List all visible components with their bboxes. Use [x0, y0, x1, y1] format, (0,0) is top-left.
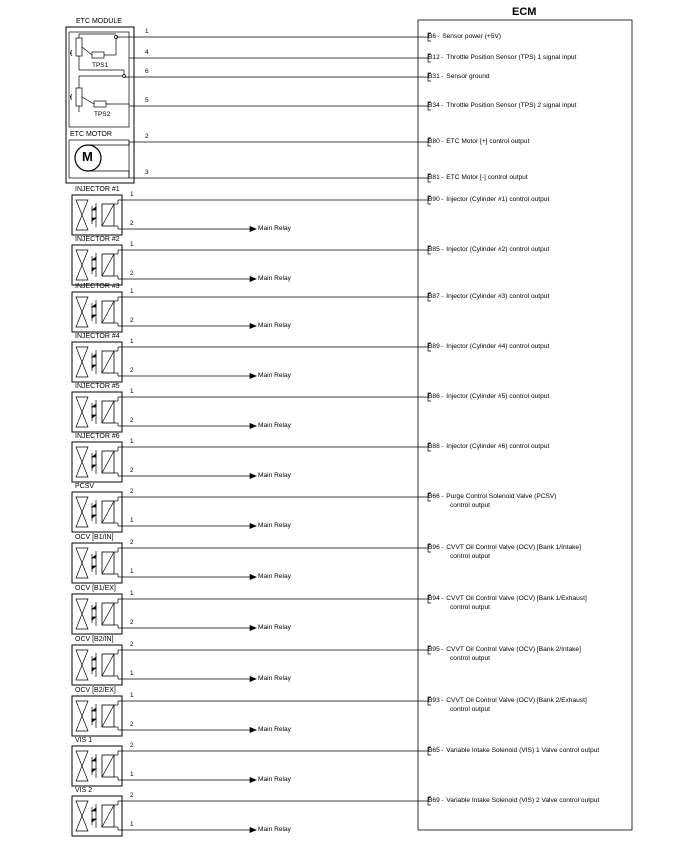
ecm-terminal-etc-5: B81 — [428, 174, 440, 181]
component-top-pin-1: 1 — [130, 241, 134, 248]
solenoid-valve-icon — [76, 347, 88, 377]
component-box-8 — [72, 594, 122, 634]
ecm-signal-desc-comp-6: Purge Control Solenoid Valve (PCSV) — [446, 493, 557, 500]
component-top-pin-6: 2 — [130, 488, 134, 495]
ecm-signal-desc-comp-4: Injector (Cylinder #5) control output — [446, 393, 550, 400]
ecm-terminal-comp-4: B86 — [428, 393, 440, 400]
component-bottom-pin-4: 2 — [130, 417, 134, 424]
arrow-icon — [92, 617, 96, 620]
main-relay-label-9: Main Relay — [258, 675, 291, 682]
component-bottom-pin-5: 2 — [130, 467, 134, 474]
arrow-icon — [92, 657, 96, 660]
relay-arrow-icon — [250, 277, 256, 282]
component-bottom-pin-6: 1 — [130, 517, 134, 524]
etc-pin-B80: 2 — [145, 133, 149, 140]
component-top-pin-8: 1 — [130, 590, 134, 597]
arrow-icon — [92, 207, 96, 210]
coil-diag — [102, 204, 114, 226]
arrow-icon — [92, 515, 96, 518]
coil-diag — [102, 401, 114, 423]
component-top-pin-7: 2 — [130, 539, 134, 546]
arrow-icon — [92, 365, 96, 368]
component-bottom-pin-11: 1 — [130, 771, 134, 778]
relay-arrow-icon — [250, 828, 256, 833]
ecm-signal-dash: - — [437, 33, 440, 40]
relay-arrow-icon — [250, 524, 256, 529]
ecm-terminal-comp-8: B94 — [428, 595, 440, 602]
ecm-terminal-etc-1: B12 — [428, 54, 440, 61]
arrow-icon — [92, 404, 96, 407]
solenoid-valve-icon — [76, 751, 88, 781]
coil-diag — [102, 351, 114, 373]
ecm-signal-desc-comp-1: Injector (Cylinder #2) control output — [446, 246, 550, 253]
solenoid-valve-icon — [76, 397, 88, 427]
ecm-signal-desc2-comp-6: control output — [450, 502, 490, 509]
ecm-terminal-etc-0: B6 — [428, 33, 437, 40]
arrow-icon — [92, 415, 96, 418]
coil-diag — [102, 254, 114, 276]
ecm-signal-desc-etc-2: Sensor ground — [446, 73, 490, 80]
ecm-terminal-comp-5: B88 — [428, 443, 440, 450]
component-top-pin-4: 1 — [130, 388, 134, 395]
etc-motor-label: ETC MOTOR — [70, 131, 112, 138]
ecm-signal-desc2-comp-9: control output — [450, 655, 490, 662]
ecm-signal-dash: - — [441, 443, 444, 450]
component-bottom-pin-0: 2 — [130, 220, 134, 227]
main-relay-label-12: Main Relay — [258, 826, 291, 833]
ecm-terminal-etc-3: B34 — [428, 102, 440, 109]
ecm-terminal-comp-11: B65 — [428, 747, 440, 754]
ecm-signal-desc2-comp-10: control output — [450, 706, 490, 713]
ecm-signal-desc-comp-11: Variable Intake Solenoid (VIS) 1 Valve control output — [446, 747, 600, 754]
component-box-0 — [72, 195, 122, 235]
main-relay-label-4: Main Relay — [258, 422, 291, 429]
ecm-terminal-comp-12: B69 — [428, 797, 440, 804]
tps2-icon — [70, 76, 129, 112]
component-name-7: OCV [B1/IN] — [75, 534, 114, 541]
ecm-signal-dash: - — [441, 544, 444, 551]
component-box-2 — [72, 292, 122, 332]
ecm-signal-dash: - — [441, 797, 444, 804]
ecm-signal-desc-etc-0: Sensor power (+5V) — [442, 33, 502, 40]
etc-pin-B31: 6 — [145, 68, 149, 75]
arrow-icon — [92, 606, 96, 609]
solenoid-valve-icon — [76, 599, 88, 629]
ecm-signal-dash: - — [441, 595, 444, 602]
coil-diag — [102, 501, 114, 523]
ecm-title: ECM — [512, 6, 537, 18]
solenoid-valve-icon — [76, 200, 88, 230]
relay-arrow-icon — [250, 424, 256, 429]
motor-letter: M — [82, 149, 93, 164]
component-bottom-pin-9: 1 — [130, 670, 134, 677]
ecm-signal-desc-comp-7: CVVT Oil Control Valve (OCV) [Bank 1/Intake] — [446, 544, 581, 551]
coil-diag — [102, 451, 114, 473]
solenoid-valve-icon — [76, 497, 88, 527]
arrow-icon — [92, 819, 96, 822]
component-bottom-pin-12: 1 — [130, 821, 134, 828]
arrow-icon — [92, 465, 96, 468]
arrow-icon — [92, 708, 96, 711]
ecm-signal-dash: - — [441, 293, 444, 300]
component-name-12: VIS 2 — [75, 787, 93, 794]
arrow-icon — [92, 218, 96, 221]
arrow-icon — [92, 668, 96, 671]
arrow-icon — [92, 268, 96, 271]
ecm-signal-desc-comp-12: Variable Intake Solenoid (VIS) 2 Valve control output — [446, 797, 600, 804]
component-name-3: INJECTOR #4 — [75, 333, 120, 340]
etc-module-title: ETC MODULE — [76, 18, 122, 25]
tps2-label: TPS2 — [94, 111, 111, 118]
etc-motor-box — [69, 140, 129, 178]
component-top-pin-0: 1 — [130, 191, 134, 198]
relay-arrow-icon — [250, 778, 256, 783]
ecm-terminal-comp-1: B85 — [428, 246, 440, 253]
component-box-12 — [72, 796, 122, 836]
main-relay-label-2: Main Relay — [258, 322, 291, 329]
ecm-signal-desc-comp-2: Injector (Cylinder #3) control output — [446, 293, 550, 300]
ecm-terminal-etc-2: B31 — [428, 73, 440, 80]
component-box-7 — [72, 543, 122, 583]
arrow-icon — [92, 769, 96, 772]
arrow-icon — [92, 555, 96, 558]
component-name-6: PCSV — [75, 483, 95, 490]
component-name-11: VIS 1 — [75, 737, 93, 744]
component-name-10: OCV [B2/EX] — [75, 687, 116, 694]
main-relay-label-10: Main Relay — [258, 726, 291, 733]
component-top-pin-10: 1 — [130, 692, 134, 699]
ecm-signal-dash: - — [441, 73, 444, 80]
ecm-signal-desc-etc-3: Throttle Position Sensor (TPS) 2 signal input — [446, 102, 577, 109]
main-relay-label-11: Main Relay — [258, 776, 291, 783]
main-relay-label-5: Main Relay — [258, 472, 291, 479]
ecm-signal-desc-etc-5: ETC Motor [-] control output — [446, 174, 528, 181]
component-box-1 — [72, 245, 122, 285]
arrow-icon — [92, 315, 96, 318]
etc-pin-B81: 3 — [145, 169, 149, 176]
ecm-signal-desc2-comp-8: control output — [450, 604, 490, 611]
component-box-10 — [72, 696, 122, 736]
relay-arrow-icon — [250, 324, 256, 329]
component-name-8: OCV [B1/EX] — [75, 585, 116, 592]
coil-diag — [102, 705, 114, 727]
ecm-signal-desc-etc-4: ETC Motor [+] control output — [446, 138, 530, 145]
arrow-icon — [92, 504, 96, 507]
coil-diag — [102, 603, 114, 625]
main-relay-label-0: Main Relay — [258, 225, 291, 232]
ecm-signal-desc-comp-9: CVVT Oil Control Valve (OCV) [Bank 2/Intake] — [446, 646, 581, 653]
ecm-terminal-comp-2: B87 — [428, 293, 440, 300]
main-relay-label-3: Main Relay — [258, 372, 291, 379]
coil-diag — [102, 552, 114, 574]
ecm-terminal-comp-9: B95 — [428, 646, 440, 653]
component-bottom-pin-7: 1 — [130, 568, 134, 575]
component-top-pin-5: 1 — [130, 438, 134, 445]
ecm-signal-desc-comp-8: CVVT Oil Control Valve (OCV) [Bank 1/Exhaust] — [446, 595, 587, 602]
coil-diag — [102, 755, 114, 777]
component-bottom-pin-3: 2 — [130, 367, 134, 374]
component-top-pin-12: 2 — [130, 792, 134, 799]
relay-arrow-icon — [250, 728, 256, 733]
solenoid-valve-icon — [76, 650, 88, 680]
coil-diag — [102, 654, 114, 676]
ecm-signal-dash: - — [441, 393, 444, 400]
solenoid-valve-icon — [76, 250, 88, 280]
main-relay-label-6: Main Relay — [258, 522, 291, 529]
tps1-label: TPS1 — [92, 62, 109, 69]
component-box-4 — [72, 392, 122, 432]
ecm-terminal-comp-6: B66 — [428, 493, 440, 500]
component-name-5: INJECTOR #6 — [75, 433, 120, 440]
component-top-pin-11: 2 — [130, 742, 134, 749]
ecm-signal-desc-comp-5: Injector (Cylinder #6) control output — [446, 443, 550, 450]
component-top-pin-3: 1 — [130, 338, 134, 345]
ecm-signal-dash: - — [441, 138, 444, 145]
ecm-signal-desc-comp-0: Injector (Cylinder #1) control output — [446, 196, 550, 203]
ecm-signal-dash: - — [441, 697, 444, 704]
component-bottom-pin-10: 2 — [130, 721, 134, 728]
relay-arrow-icon — [250, 677, 256, 682]
component-top-pin-2: 1 — [130, 288, 134, 295]
relay-arrow-icon — [250, 227, 256, 232]
main-relay-label-8: Main Relay — [258, 624, 291, 631]
ecm-signal-dash: - — [441, 174, 444, 181]
etc-pin-B34: 5 — [145, 97, 149, 104]
relay-arrow-icon — [250, 374, 256, 379]
arrow-icon — [92, 304, 96, 307]
component-name-0: INJECTOR #1 — [75, 186, 120, 193]
arrow-icon — [92, 566, 96, 569]
arrow-icon — [92, 454, 96, 457]
main-relay-label-7: Main Relay — [258, 573, 291, 580]
etc-pin-B6: 1 — [145, 28, 149, 35]
arrow-icon — [92, 719, 96, 722]
relay-arrow-icon — [250, 575, 256, 580]
ecm-signal-dash: - — [441, 246, 444, 253]
arrow-icon — [92, 808, 96, 811]
coil-diag — [102, 805, 114, 827]
component-name-2: INJECTOR #3 — [75, 283, 120, 290]
component-box-5 — [72, 442, 122, 482]
component-name-4: INJECTOR #5 — [75, 383, 120, 390]
arrow-icon — [92, 354, 96, 357]
solenoid-valve-icon — [76, 297, 88, 327]
solenoid-valve-icon — [76, 801, 88, 831]
component-box-6 — [72, 492, 122, 532]
ecm-signal-dash: - — [441, 493, 444, 500]
ecm-signal-desc-comp-3: Injector (Cylinder #4) control output — [446, 343, 550, 350]
solenoid-valve-icon — [76, 701, 88, 731]
ecm-signal-dash: - — [441, 343, 444, 350]
ecm-signal-desc-etc-1: Throttle Position Sensor (TPS) 1 signal input — [446, 54, 577, 61]
component-box-11 — [72, 746, 122, 786]
ecm-terminal-comp-0: B90 — [428, 196, 440, 203]
component-bottom-pin-8: 2 — [130, 619, 134, 626]
ecm-terminal-comp-3: B89 — [428, 343, 440, 350]
component-bottom-pin-1: 2 — [130, 270, 134, 277]
ecm-signal-desc2-comp-7: control output — [450, 553, 490, 560]
main-relay-label-1: Main Relay — [258, 275, 291, 282]
component-bottom-pin-2: 2 — [130, 317, 134, 324]
component-top-pin-9: 2 — [130, 641, 134, 648]
solenoid-valve-icon — [76, 447, 88, 477]
ecm-terminal-comp-10: B93 — [428, 697, 440, 704]
component-name-9: OCV [B2/IN] — [75, 636, 114, 643]
arrow-icon — [92, 758, 96, 761]
component-box-3 — [72, 342, 122, 382]
solenoid-valve-icon — [76, 548, 88, 578]
ecm-signal-dash: - — [441, 196, 444, 203]
arrow-icon — [92, 257, 96, 260]
ecm-signal-dash: - — [441, 747, 444, 754]
ecm-signal-dash: - — [441, 646, 444, 653]
etc-pin-B12: 4 — [145, 49, 149, 56]
component-name-1: INJECTOR #2 — [75, 236, 120, 243]
ecm-terminal-etc-4: B80 — [428, 138, 440, 145]
ecm-signal-dash: - — [441, 102, 444, 109]
component-box-9 — [72, 645, 122, 685]
relay-arrow-icon — [250, 474, 256, 479]
ecm-signal-desc-comp-10: CVVT Oil Control Valve (OCV) [Bank 2/Exhaust] — [446, 697, 587, 704]
coil-diag — [102, 301, 114, 323]
ecm-terminal-comp-7: B96 — [428, 544, 440, 551]
ecm-signal-dash: - — [441, 54, 444, 61]
relay-arrow-icon — [250, 626, 256, 631]
